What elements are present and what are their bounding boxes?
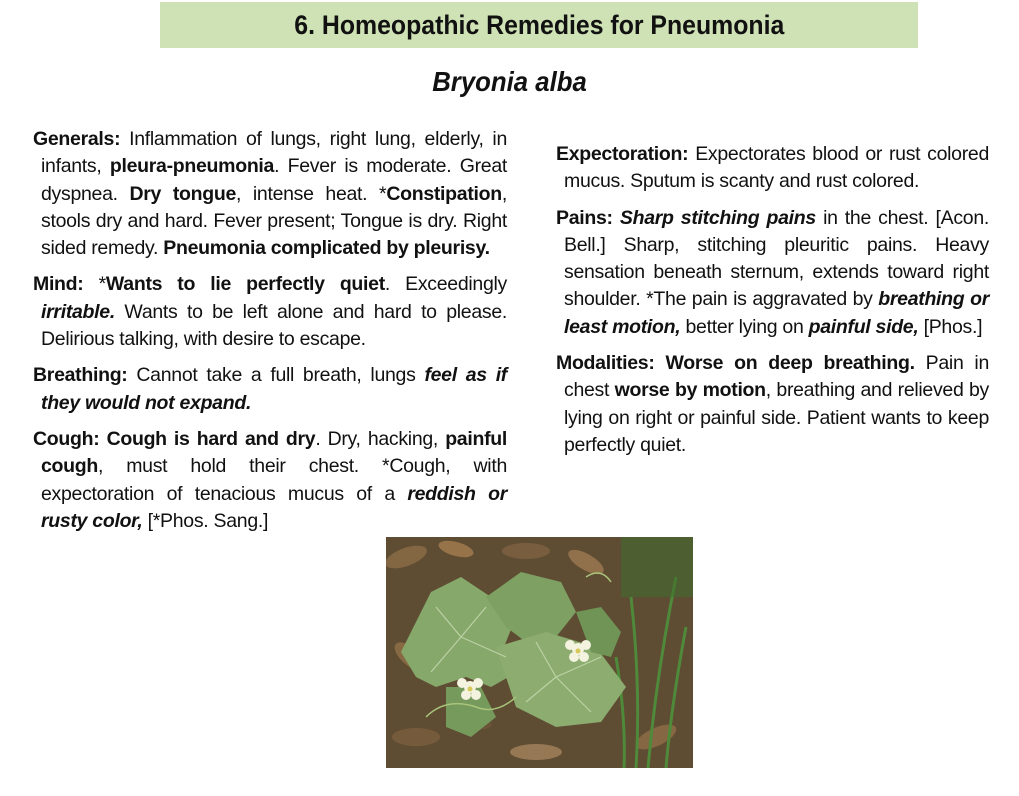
remedy-subtitle: Bryonia alba: [432, 66, 587, 97]
breathing-paragraph: [33, 362, 507, 417]
modalities-bold: worse by motion: [614, 379, 766, 402]
cough-bold: Cough is hard and dry: [99, 427, 316, 450]
generals-bold: Pneumonia complicated by pleurisy.: [163, 237, 490, 260]
page-title: 6. Homeopathic Remedies for Pneumonia: [293, 9, 785, 40]
pains-text: in the chest. [Acon. Bell.] Sharp, stitching pleuritic pains. Heavy sensation beneath sternum, extends toward right shoulder. *The pain is aggravated by: [564, 206, 990, 311]
breathing-text: Cannot take a full breath, lungs: [127, 364, 425, 387]
generals-bold: pleura-pneumonia: [109, 155, 275, 178]
mind-bold: Wants to lie perfectly quiet: [105, 273, 385, 296]
plant-illustration: [386, 537, 693, 768]
expectoration-label: Expectoration:: [556, 143, 689, 165]
cough-text: [*Phos. Sang.]: [142, 509, 269, 532]
pains-bold-italic: Sharp stitching pains: [612, 206, 816, 229]
mind-bold-italic: irritable.: [41, 300, 115, 323]
generals-text: , intense heat. *: [236, 182, 387, 205]
modalities-text: , breathing and relieved by lying on right or painful side. Patient wants to keep perfectly quiet.: [564, 379, 989, 456]
left-column: [33, 126, 507, 544]
mind-text: *: [83, 273, 106, 296]
modalities-paragraph: [556, 350, 989, 459]
pains-text: [Phos.]: [918, 315, 983, 338]
modalities-bold: Worse on deep breathing.: [654, 352, 915, 375]
pains-label: Pains:: [556, 206, 613, 229]
mind-text: . Exceedingly: [384, 273, 507, 296]
mind-label: Mind:: [33, 273, 84, 296]
mind-text: Wants to be left alone and hard to please. Delirious talking, with desire to escape.: [41, 300, 507, 351]
pains-text: better lying on: [680, 315, 809, 338]
generals-bold: Constipation: [386, 182, 502, 205]
generals-paragraph: [33, 126, 507, 262]
expectoration-text: Expectorates blood or rust colored mucus. Sputum is scanty and rust colored.: [564, 143, 989, 193]
cough-label: Cough:: [33, 427, 100, 450]
cough-text: , must hold their chest. *Cough, with expectoration of tenacious mucus of a: [41, 455, 507, 505]
generals-bold: Dry tongue: [129, 182, 237, 205]
breathing-label: Breathing:: [33, 364, 128, 387]
pains-paragraph: [556, 205, 989, 341]
generals-text: , stools dry and hard. Fever present; Tongue is dry. Right sided remedy.: [41, 182, 507, 260]
cough-bold-italic: reddish or rusty color,: [41, 482, 507, 532]
cough-paragraph: [33, 426, 507, 535]
pains-bold-italic: painful side,: [808, 315, 919, 338]
bryonia-plant-photo: [386, 537, 693, 768]
title-band: [160, 2, 918, 48]
expectoration-paragraph: [556, 141, 989, 196]
mind-paragraph: [33, 271, 507, 353]
breathing-bold-italic: feel as if they would not expand.: [41, 364, 508, 414]
cough-text: . Dry, hacking,: [315, 427, 446, 450]
cough-bold: painful cough: [41, 427, 507, 478]
modalities-label: Modalities:: [556, 352, 655, 375]
generals-text: Inflammation of lungs, right lung, elderly, in infants,: [41, 128, 507, 178]
generals-text: . Fever is moderate. Great dyspnea.: [41, 155, 507, 205]
pains-bold-italic: breathing or least motion,: [564, 288, 989, 338]
modalities-text: Pain in chest: [564, 352, 989, 402]
right-column: [556, 141, 989, 468]
generals-label: Generals:: [33, 128, 121, 150]
